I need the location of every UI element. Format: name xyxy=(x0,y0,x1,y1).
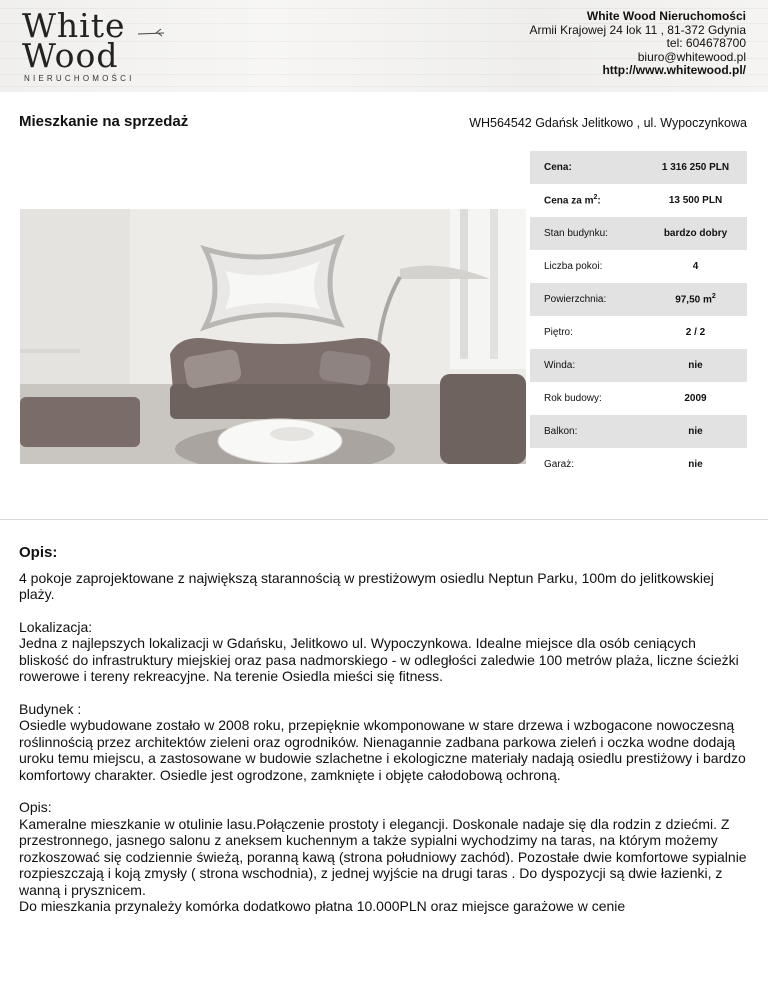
spec-value: 4 xyxy=(692,261,699,272)
spec-row-floor xyxy=(530,316,747,349)
spec-label: Liczba pokoi: xyxy=(544,261,603,272)
spec-label: Rok budowy: xyxy=(544,393,602,404)
agency-email[interactable]: biuro@whitewood.pl xyxy=(637,49,746,64)
spec-value: 97,50 $m^2$ xyxy=(675,293,716,306)
specs-table xyxy=(530,151,747,481)
spec-row-garage xyxy=(530,448,747,481)
location-paragraph: Lokalizacja: Jedna z najlepszych lokalizacji w Gdańsku, Jelitkowo ul. Wypoczynkowa. Idealne miejsce dla osób ceniących bliskość do infrastruktury miejskiej oraz pasa nadmorskiego - w odległości zaledwie 100 metrów plaża, liczne ścieżki rowerowe i tereny rekreacyjne. Na terenie Osiedla mieści się fitness. xyxy=(19,618,739,684)
spec-value: 13 500 PLN xyxy=(668,195,723,206)
description-section xyxy=(19,545,749,931)
spec-label: Cena: xyxy=(544,162,572,173)
spec-row-condition xyxy=(530,217,747,250)
spec-value: nie xyxy=(688,426,703,437)
spec-label: Cena za $m^2$: xyxy=(544,194,601,207)
spec-label: Powierzchnia: xyxy=(544,294,607,305)
header xyxy=(0,0,768,92)
spec-label: Garaż: xyxy=(544,459,575,470)
spec-label: Winda: xyxy=(544,360,576,371)
spec-value: 2 / 2 xyxy=(685,327,706,338)
listing-reference: WH564542 Gdańsk Jelitkowo , ul. Wypoczynkowa xyxy=(469,116,747,130)
details-paragraph: Opis: Kameralne mieszkanie w otulinie lasu.Połączenie prostoty i elegancji. Doskonale nadaje się dla rodzin z dziećmi. Z przestronnego, jasnego salonu z aneksem kuchennym a także sypialni wychodzimy na taras, na którym możemy rozkoszować się codziennie świeżą, poranną kawą (strona południowy zachód). Pozostałe dwie komfortowe sypialnie rozpieszczają i koją zmysły ( strona wschodnia), z jednej wyjście na drugi taras . Do dyspozycji są dwie łazienki, z wanną i prysznicem. Do mieszkania przynależy komórka dodatkowo płatna 10.000PLN oraz miejsce garażowe w cenie xyxy=(19,799,747,914)
logo-word-white: White xyxy=(22,6,126,45)
spec-row-balcony xyxy=(530,415,747,448)
logo-word-wood: Wood xyxy=(22,36,119,75)
spec-value: bardzo dobry xyxy=(663,228,728,239)
agency-address: Armii Krajowej 24 lok 11 , 81-372 Gdynia xyxy=(529,22,746,37)
logo[interactable] xyxy=(20,6,170,88)
agency-name: White Wood Nieruchomości xyxy=(586,9,746,23)
agency-phone[interactable]: tel: 604678700 xyxy=(666,36,746,50)
spec-row-price xyxy=(530,151,747,184)
building-paragraph: Budynek : Osiedle wybudowane zostało w 2008 roku, przepięknie wkomponowane w stare drzewa i wzbogacone nowoczesną roślinnością przez architektów zieleni oraz ogrodników. Nienagannie zadbana parkowa zieleń i oczka wodne dodają uroku temu miejscu, a zastosowane w budowie szlachetne i ekologiczne materiały nadają osiedlu prestiżowy i bardzo komfortowy charakter. Osiedle jest ogrodzone, zamknięte i objęte całodobową ochroną. xyxy=(19,700,746,783)
spec-row-area xyxy=(530,283,747,316)
listing-title: Mieszkanie na sprzedaż xyxy=(19,113,189,130)
spec-row-price-m2 xyxy=(530,184,747,217)
spec-row-rooms xyxy=(530,250,747,283)
agency-website-link[interactable]: http://www.whitewood.pl/ xyxy=(602,63,746,77)
spec-value: 1 316 250 PLN xyxy=(661,162,730,173)
description-heading: Opis: xyxy=(19,544,58,561)
spec-value: nie xyxy=(688,459,703,470)
section-divider xyxy=(0,519,768,520)
description-intro: 4 pokoje zaprojektowane z największą starannością w prestiżowym osiedlu Neptun Parku, 100m do jelitkowskiej plaży. xyxy=(19,569,714,602)
contact-block xyxy=(529,10,746,78)
twig-icon xyxy=(138,28,166,38)
spec-row-elevator xyxy=(530,349,747,382)
spec-label: Piętro: xyxy=(544,327,573,338)
spec-label: Balkon: xyxy=(544,426,578,437)
spec-value: 2009 xyxy=(684,393,707,404)
property-photo[interactable] xyxy=(20,209,526,464)
spec-row-year xyxy=(530,382,747,415)
spec-value: nie xyxy=(688,360,703,371)
living-room-illustration xyxy=(20,209,526,464)
logo-subtitle: NIERUCHOMOŚCI xyxy=(24,74,135,83)
spec-label: Stan budynku: xyxy=(544,228,608,239)
